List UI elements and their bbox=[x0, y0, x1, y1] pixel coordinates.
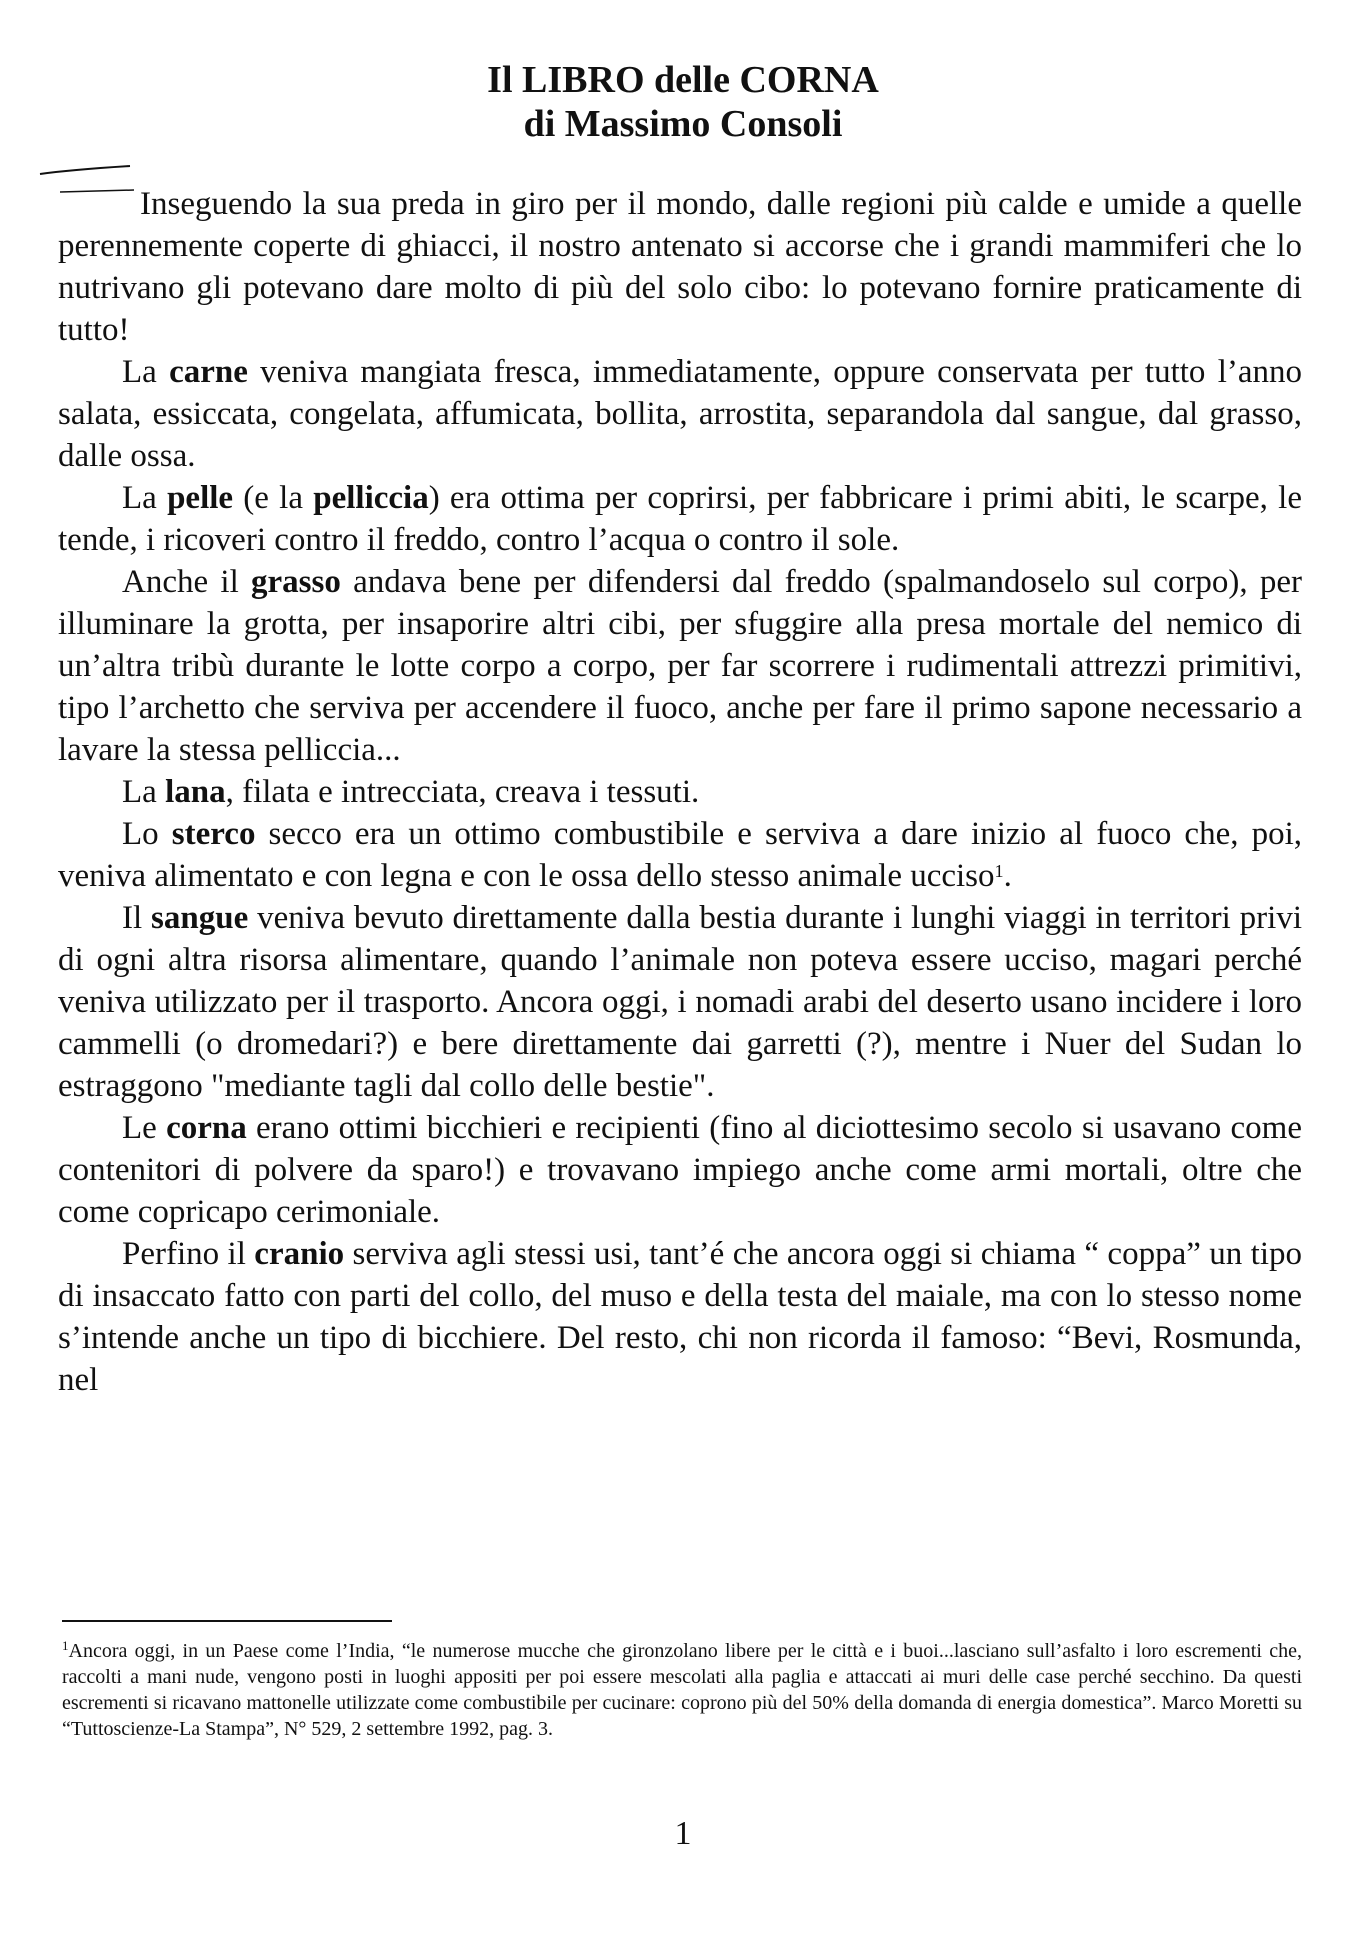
keyword: pelle bbox=[167, 480, 234, 516]
paragraph-sterco bbox=[58, 813, 1302, 897]
author-line: di Massimo Consoli bbox=[523, 103, 843, 145]
paragraph-text: (e la bbox=[233, 480, 314, 516]
page-number: 1 bbox=[674, 1815, 692, 1852]
paragraph-sangue bbox=[58, 897, 1302, 1107]
paragraph-intro bbox=[58, 183, 1302, 351]
paragraph-carne bbox=[58, 351, 1302, 477]
paragraph-text: La bbox=[122, 354, 170, 390]
main-text bbox=[58, 183, 1302, 1401]
book-title: Il LIBRO delle CORNA bbox=[487, 59, 879, 101]
paragraph-text: secco era un ottimo combustibile e serviva a dare inizio al fuoco che, poi, veniva alimentato e con legna e con le ossa dello stesso animale ucciso bbox=[58, 816, 1302, 894]
paragraph-text: Le bbox=[122, 1110, 167, 1146]
paragraph-text: Il bbox=[122, 900, 152, 936]
paragraph-grasso bbox=[58, 561, 1302, 771]
footnote-text: Ancora oggi, in un Paese come l’India, “le numerose mucche che gironzolano libere per le città e i buoi...lasciano sull’asfalto i loro escrementi che, raccolti a mani nude, vengono posti in luoghi appositi per poi essere mescolati alla paglia e attaccati ai muri delle case perché secchino. Da questi escrementi si ricavano mattonelle utilizzate come combustibile per cucinare: coprono più del 50% della domanda di energia domestica”. Marco Moretti su “Tuttoscienze-La Stampa”, N° 529, 2 settembre 1992, pag. 3. bbox=[62, 1640, 1302, 1740]
paragraph-text: Inseguendo la sua preda in giro per il mondo, dalle regioni più calde e umide a quelle perennemente coperte di ghiacci, il nostro antenato si accorse che i grandi mammiferi che lo nutrivano gli potevano dare molto di più del solo cibo: lo potevano fornire praticamente di tutto! bbox=[58, 186, 1302, 348]
footnote-marker: 1 bbox=[62, 1637, 69, 1653]
keyword: grasso bbox=[251, 564, 341, 600]
paragraph-text: , filata e intrecciata, creava i tessuti. bbox=[225, 774, 700, 810]
paragraph-text: La bbox=[122, 774, 166, 810]
paragraph-pelle bbox=[58, 477, 1302, 561]
keyword: sterco bbox=[171, 816, 256, 852]
paragraph-text: . bbox=[1003, 858, 1012, 894]
paragraph-text: La bbox=[122, 480, 168, 516]
keyword: corna bbox=[166, 1110, 247, 1146]
keyword: lana bbox=[165, 774, 226, 810]
paragraph-text: Perfino il bbox=[122, 1236, 255, 1272]
keyword: carne bbox=[169, 354, 248, 390]
paragraph-text: veniva mangiata fresca, immediatamente, oppure conservata per tutto l’anno salata, essiccata, congelata, affumicata, bollita, arrostita, separandola dal sangue, dal grasso, dalle ossa. bbox=[58, 354, 1302, 474]
paragraph-text: ) era ottima per coprirsi, per fabbricare i primi abiti, le scarpe, le tende, i ricoveri contro il freddo, contro l’acqua o contro il sole. bbox=[58, 480, 1302, 558]
paragraph-text: Lo bbox=[122, 816, 172, 852]
page-header bbox=[0, 58, 1366, 146]
footnote-reference[interactable]: 1 bbox=[994, 860, 1004, 881]
paragraph-text: erano ottimi bicchieri e recipienti (fino al diciottesimo secolo si usavano come contenitori di polvere da sparo!) e trovavano impiego anche come armi mortali, oltre che come copricapo cerimoniale. bbox=[58, 1110, 1302, 1230]
paragraph-text: andava bene per difendersi dal freddo (spalmandoselo sul corpo), per illuminare la grotta, per insaporire altri cibi, per sfuggire alla presa mortale del nemico di un’altra tribù durante le lotte corpo a corpo, per far scorrere i rudimentali attrezzi primitivi, tipo l’archetto che serviva per accendere il fuoco, anche per fare il primo sapone necessario a lavare la stessa pelliccia... bbox=[58, 564, 1302, 768]
paragraph-corna bbox=[58, 1107, 1302, 1233]
paragraph-text: veniva bevuto direttamente dalla bestia durante i lunghi viaggi in territori privi di ogni altra risorsa alimentare, quando l’animale non poteva essere ucciso, magari perché veniva utilizzato per il trasporto. Ancora oggi, i nomadi arabi del deserto usano incidere i loro cammelli (o dromedari?) e bere direttamente dai garretti (?), mentre i Nuer del Sudan lo estraggono "mediante tagli dal collo delle bestie". bbox=[58, 900, 1302, 1104]
paragraph-text: Anche il bbox=[122, 564, 252, 600]
keyword: cranio bbox=[254, 1236, 345, 1272]
keyword: pelliccia bbox=[313, 480, 429, 516]
footnote bbox=[62, 1638, 1302, 1742]
paragraph-text: serviva agli stessi usi, tant’é che ancora oggi si chiama “ coppa” un tipo di insaccato fatto con parti del collo, del muso e della testa del maiale, ma con lo stesso nome s’intende anche un tipo di bicchiere. Del resto, chi non ricorda il famoso: “Bevi, Rosmunda, nel bbox=[58, 1236, 1303, 1398]
footnote-divider bbox=[62, 1620, 392, 1622]
keyword: sangue bbox=[151, 900, 249, 936]
paragraph-lana bbox=[58, 771, 1302, 813]
paragraph-cranio bbox=[58, 1233, 1302, 1401]
